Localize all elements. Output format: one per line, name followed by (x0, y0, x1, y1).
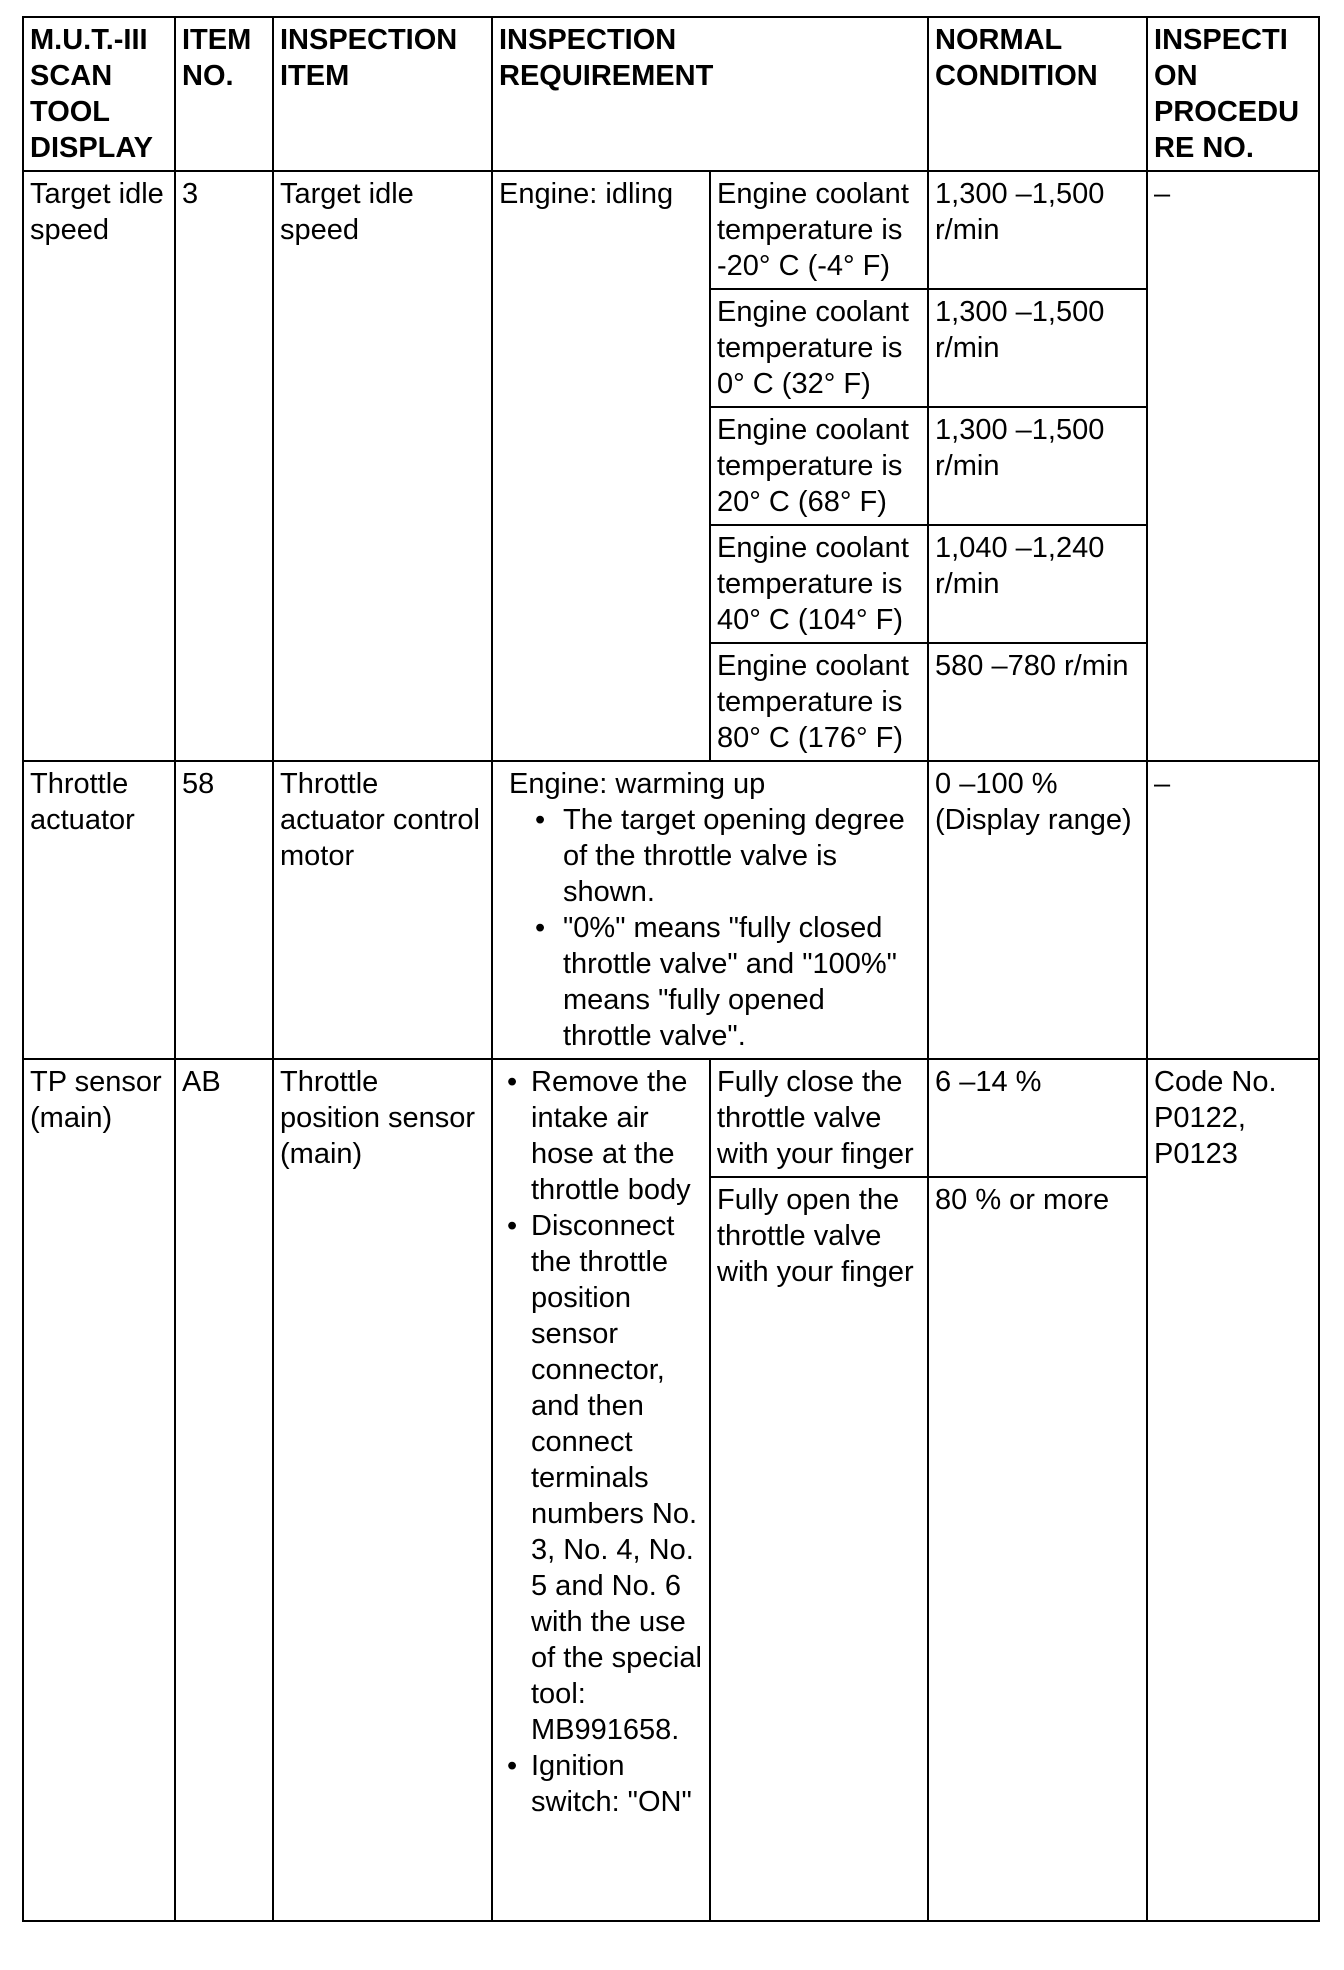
cell-requirement (492, 1059, 710, 1921)
cell-condition: Engine coolant temperature is 0° C (32° F) (710, 289, 928, 407)
cell-condition: Engine coolant temperature is 80° C (176° F) (710, 643, 928, 761)
table-row (23, 761, 1319, 1059)
cell-inspection-item: Throttle position sensor (main) (273, 1059, 492, 1921)
list-item: • Disconnect the throttle position sensor connector, and then connect terminals numbers No. 3, No. 4, No. 5 and No. 6 with the use of the special tool: MB991658. (531, 1208, 703, 1748)
cell-normal: 1,040 –1,240 r/min (928, 525, 1147, 643)
list-item: • Ignition switch: "ON" (531, 1748, 703, 1820)
requirement-bullets (499, 1064, 703, 1820)
cell-normal: 580 –780 r/min (928, 643, 1147, 761)
cell-normal: 80 % or more (928, 1177, 1147, 1921)
header-procedure-no: INSPECTI ON PROCEDU RE NO. (1147, 17, 1319, 171)
cell-procedure: Code No. P0122, P0123 (1147, 1059, 1319, 1921)
cell-display: TP sensor (main) (23, 1059, 175, 1921)
cell-display: Target idle speed (23, 171, 175, 761)
inspection-table-sheet (22, 16, 1318, 1922)
requirement-heading: Engine: warming up (509, 768, 766, 800)
cell-condition: Engine coolant temperature is 40° C (104° F) (710, 525, 928, 643)
list-item: • Remove the intake air hose at the throttle body (531, 1064, 703, 1208)
cell-item-no: 3 (175, 171, 273, 761)
cell-condition: Engine coolant temperature is -20° C (-4° F) (710, 171, 928, 289)
list-item: • "0%" means "fully closed throttle valve" and "100%" means "fully opened throttle valve". (563, 910, 921, 1054)
table-row (23, 171, 1319, 289)
cell-item-no: AB (175, 1059, 273, 1921)
header-inspection-item: INSPECTION ITEM (273, 17, 492, 171)
list-item: • The target opening degree of the throttle valve is shown. (563, 802, 921, 910)
cell-condition: Fully close the throttle valve with your finger (710, 1059, 928, 1177)
cell-display: Throttle actuator (23, 761, 175, 1059)
cell-requirement (492, 761, 928, 1059)
requirement-bullets (499, 802, 921, 1054)
cell-inspection-item: Target idle speed (273, 171, 492, 761)
cell-normal: 6 –14 % (928, 1059, 1147, 1177)
inspection-table (22, 16, 1320, 1922)
cell-inspection-item: Throttle actuator control motor (273, 761, 492, 1059)
header-normal-condition: NORMAL CONDITION (928, 17, 1147, 171)
cell-normal: 0 –100 % (Display range) (928, 761, 1147, 1059)
cell-item-no: 58 (175, 761, 273, 1059)
header-row (23, 17, 1319, 171)
cell-condition: Engine coolant temperature is 20° C (68° F) (710, 407, 928, 525)
cell-procedure: – (1147, 171, 1319, 761)
cell-procedure: – (1147, 761, 1319, 1059)
header-item-no: ITEM NO. (175, 17, 273, 171)
cell-condition: Fully open the throttle valve with your finger (710, 1177, 928, 1921)
cell-requirement: Engine: idling (492, 171, 710, 761)
cell-normal: 1,300 –1,500 r/min (928, 407, 1147, 525)
table-row (23, 1059, 1319, 1177)
header-inspection-requirement: INSPECTION REQUIREMENT (492, 17, 928, 171)
cell-normal: 1,300 –1,500 r/min (928, 171, 1147, 289)
cell-normal: 1,300 –1,500 r/min (928, 289, 1147, 407)
header-display: M.U.T.-III SCAN TOOL DISPLAY (23, 17, 175, 171)
